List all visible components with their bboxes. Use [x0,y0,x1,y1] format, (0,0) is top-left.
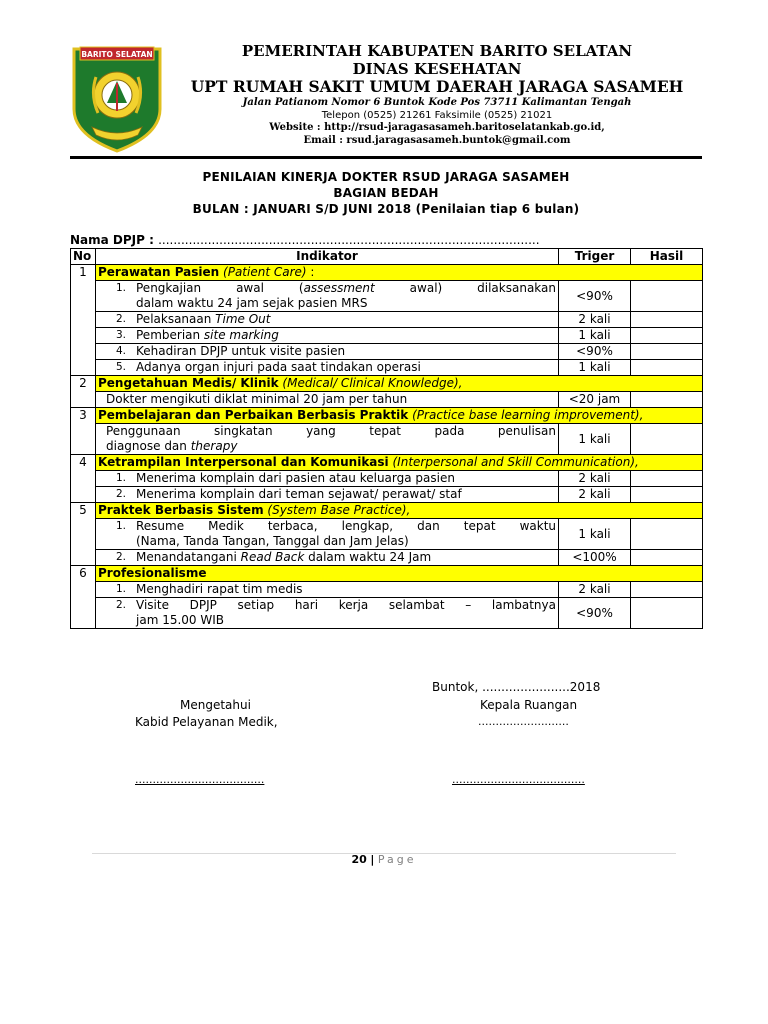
table-row [71,392,703,408]
item-number: 3. [115,329,127,341]
triger-cell: 1 kali [559,424,631,455]
signature-line-left: ..................................... [135,773,265,786]
item-text-italic: site marking [203,328,279,342]
header-no: No [71,249,96,265]
page-number: 20 [351,853,367,866]
item-text-part: Penggunaan singkatan yang tepat pada penulisan [106,424,556,438]
indicator-text [106,424,556,454]
item-text-part: Adanya organ injuri pada saat tindakan operasi [136,360,421,374]
dpjp-dots: .................................................................................................... [158,233,540,247]
item-line [136,312,556,327]
assessment-table [70,248,703,629]
indicator-cell [96,360,559,376]
kabid-label: Kabid Pelayanan Medik, [135,715,278,729]
section-number: 5 [71,503,96,566]
mengetahui-label: Mengetahui [180,698,251,712]
triger-cell: <100% [559,550,631,566]
section-title [96,503,703,519]
footer-separator: | [370,853,375,866]
item-number: 2. [115,599,127,611]
item-line [136,344,556,359]
item-text [136,519,556,549]
indicator-cell [96,424,559,455]
doc-period: BULAN : JANUARI S/D JUNI 2018 (Penilaian tiap 6 bulan) [192,202,580,216]
section-row [71,455,703,471]
kop-phone: Telepon (0525) 21261 Faksimile (0525) 21021 [321,110,553,121]
header-rule [70,156,702,159]
indicator-text [106,471,556,486]
table-row [71,424,703,455]
page-footer [0,853,768,866]
indicator-text [106,392,556,407]
kepala-ruangan-label: Kepala Ruangan [480,698,578,712]
triger-cell: 2 kali [559,312,631,328]
section-row [71,376,703,392]
item-text [136,598,556,628]
item-text-italic: Time Out [215,312,271,326]
header-indikator: Indikator [96,249,559,265]
table-row [71,312,703,328]
item-text-part: Menghadiri rapat tim medis [136,582,303,596]
item-text-part: Menandatangani [136,550,241,564]
item-line [136,487,556,502]
kepala-dots: .......................... [478,715,569,728]
triger-cell: <90% [559,281,631,312]
section-title [96,408,703,424]
triger-cell: 1 kali [559,328,631,344]
triger-cell: 2 kali [559,582,631,598]
indicator-text [106,328,556,343]
item-text [136,328,556,343]
item-line-2 [136,296,556,311]
item-text [136,487,556,502]
kop-hospital: UPT RUMAH SAKIT UMUM DAERAH JARAGA SASAMEH [190,77,684,96]
table-row [71,598,703,629]
item-number: 2. [115,488,127,500]
item-text-part: Dokter mengikuti diklat minimal 20 jam per tahun [106,392,408,406]
section-title-english: (Patient Care) [223,265,307,279]
hasil-cell[interactable] [631,424,703,455]
hasil-cell[interactable] [631,360,703,376]
table-row [71,582,703,598]
item-line [106,392,556,407]
section-row [71,408,703,424]
indicator-cell [96,471,559,487]
item-line-2 [106,439,556,454]
table-row [71,281,703,312]
item-line-2 [136,613,556,628]
item-text-part: Pengkajian awal ( [136,281,304,295]
section-title-bold: Profesionalisme [98,566,207,580]
signature-line-right: ...................................... [452,773,585,786]
hasil-cell[interactable] [631,312,703,328]
triger-cell: 1 kali [559,519,631,550]
item-line-2 [136,534,556,549]
header-triger: Triger [559,249,631,265]
triger-cell: 1 kali [559,360,631,376]
item-text [106,424,556,454]
kop-email: Email : rsud.jaragasasameh.buntok@gmail.com [303,135,571,146]
item-text-italic: assessment [303,281,375,295]
section-title [96,265,703,281]
item-line [106,424,556,439]
kop-agency: DINAS KESEHATAN [352,60,522,78]
hasil-cell[interactable] [631,550,703,566]
section-number: 2 [71,376,96,408]
triger-cell: 2 kali [559,471,631,487]
item-number: 2. [115,551,127,563]
section-number: 6 [71,566,96,629]
section-number: 1 [71,265,96,376]
hasil-cell[interactable] [631,471,703,487]
item-text [136,312,556,327]
item-text-part: Pelaksanaan [136,312,216,326]
indicator-text [106,582,556,597]
table-row [71,471,703,487]
section-title-suffix: : [306,265,315,279]
triger-cell: <90% [559,598,631,629]
indicator-cell [96,312,559,328]
dpjp-name-field [70,233,540,247]
table-row [71,487,703,503]
section-title-english: (Interpersonal and Skill Communication), [392,455,639,469]
indicator-text [106,312,556,327]
section-title-bold: Praktek Berbasis Sistem [98,503,264,517]
item-text [136,471,556,486]
indicator-cell [96,598,559,629]
item-text [136,550,556,565]
table-row [71,344,703,360]
item-text [106,392,556,407]
kop-website: Website : http://rsud-jaragasasameh.baritoselatankab.go.id, [269,122,605,133]
hasil-cell[interactable] [631,598,703,629]
item-number: 1. [115,520,127,532]
hasil-cell[interactable] [631,281,703,312]
item-line [136,582,556,597]
indicator-text [106,519,556,549]
hasil-cell[interactable] [631,487,703,503]
section-title-english: (Medical/ Clinical Knowledge), [282,376,463,390]
item-number: 1. [115,282,127,294]
table-row [71,519,703,550]
item-text-continued: jam 15.00 WIB [136,613,224,627]
item-line [136,328,556,343]
item-text-part: Menerima komplain dari pasien atau keluarga pasien [136,471,455,485]
section-row [71,566,703,582]
table-row [71,328,703,344]
item-text-continued: diagnose dan [106,439,191,453]
item-text-continued-italic: therapy [190,439,238,453]
item-text-continued: (Nama, Tanda Tangan, Tanggal dan Jam Jelas) [136,534,409,548]
page-word: Page [377,853,417,866]
doc-subtitle: BAGIAN BEDAH [333,186,439,200]
item-text-part: Pemberian [136,328,204,342]
section-title-bold: Pengetahuan Medis/ Klinik [98,376,279,390]
item-text [136,582,556,597]
indicator-cell [96,281,559,312]
section-row [71,265,703,281]
item-line [136,598,556,613]
item-number: 1. [115,472,127,484]
item-line [136,519,556,534]
section-number: 4 [71,455,96,503]
item-text-part: Kehadiran DPJP untuk visite pasien [136,344,346,358]
section-title-bold: Ketrampilan Interpersonal dan Komunikasi [98,455,389,469]
item-text-part2: dalam waktu 24 Jam [304,550,432,564]
item-number: 1. [115,583,127,595]
item-text-continued: dalam waktu 24 jam sejak pasien MRS [136,296,368,310]
section-title-english: (System Base Practice), [267,503,411,517]
place-date: Buntok, .......................2018 [432,680,601,694]
indicator-cell [96,550,559,566]
indicator-cell [96,582,559,598]
table-row [71,360,703,376]
item-text [136,360,556,375]
indicator-text [106,598,556,628]
indicator-cell [96,328,559,344]
section-title [96,455,703,471]
triger-cell: <20 jam [559,392,631,408]
hasil-cell[interactable] [631,519,703,550]
hasil-cell[interactable] [631,392,703,408]
indicator-cell [96,519,559,550]
dpjp-label: Nama DPJP : [70,233,154,247]
kop-government: PEMERINTAH KABUPATEN BARITO SELATAN [241,42,633,60]
item-number: 2. [115,313,127,325]
header-hasil: Hasil [631,249,703,265]
section-number: 3 [71,408,96,455]
section-title [96,566,703,582]
section-title-bold: Perawatan Pasien [98,265,220,279]
item-text-italic: Read Back [240,550,305,564]
item-line [136,550,556,565]
item-number: 5. [115,361,127,373]
indicator-text [106,281,556,311]
indicator-cell [96,487,559,503]
doc-title: PENILAIAN KINERJA DOKTER RSUD JARAGA SASAMEH [202,170,570,184]
item-text-part2: awal) dilaksanakan [374,281,556,295]
indicator-text [106,550,556,565]
item-text [136,344,556,359]
section-title [96,376,703,392]
item-line [136,281,556,296]
item-number: 4. [115,345,127,357]
kop-address: Jalan Patianom Nomor 6 Buntok Kode Pos 73711 Kalimantan Tengah [242,97,632,108]
item-text-part: Menerima komplain dari teman sejawat/ perawat/ staf [136,487,462,501]
item-line [136,471,556,486]
table-header-row [71,249,703,265]
section-title-bold: Pembelajaran dan Perbaikan Berbasis Praktik [98,408,409,422]
hasil-cell[interactable] [631,582,703,598]
indicator-cell [96,344,559,360]
indicator-text [106,344,556,359]
indicator-cell [96,392,559,408]
item-text-part: Resume Medik terbaca, lengkap, dan tepat waktu [136,519,556,533]
triger-cell: 2 kali [559,487,631,503]
hasil-cell[interactable] [631,344,703,360]
section-title-english: (Practice base learning improvement), [412,408,644,422]
indicator-text [106,487,556,502]
item-line [136,360,556,375]
logo-banner-text: BARITO SELATAN [81,50,153,59]
item-text [136,281,556,311]
indicator-text [106,360,556,375]
triger-cell: <90% [559,344,631,360]
section-row [71,503,703,519]
hasil-cell[interactable] [631,328,703,344]
item-text-part: Visite DPJP setiap hari kerja selambat – lambatnya [136,598,556,612]
table-row [71,550,703,566]
barito-selatan-emblem-logo [70,43,164,153]
